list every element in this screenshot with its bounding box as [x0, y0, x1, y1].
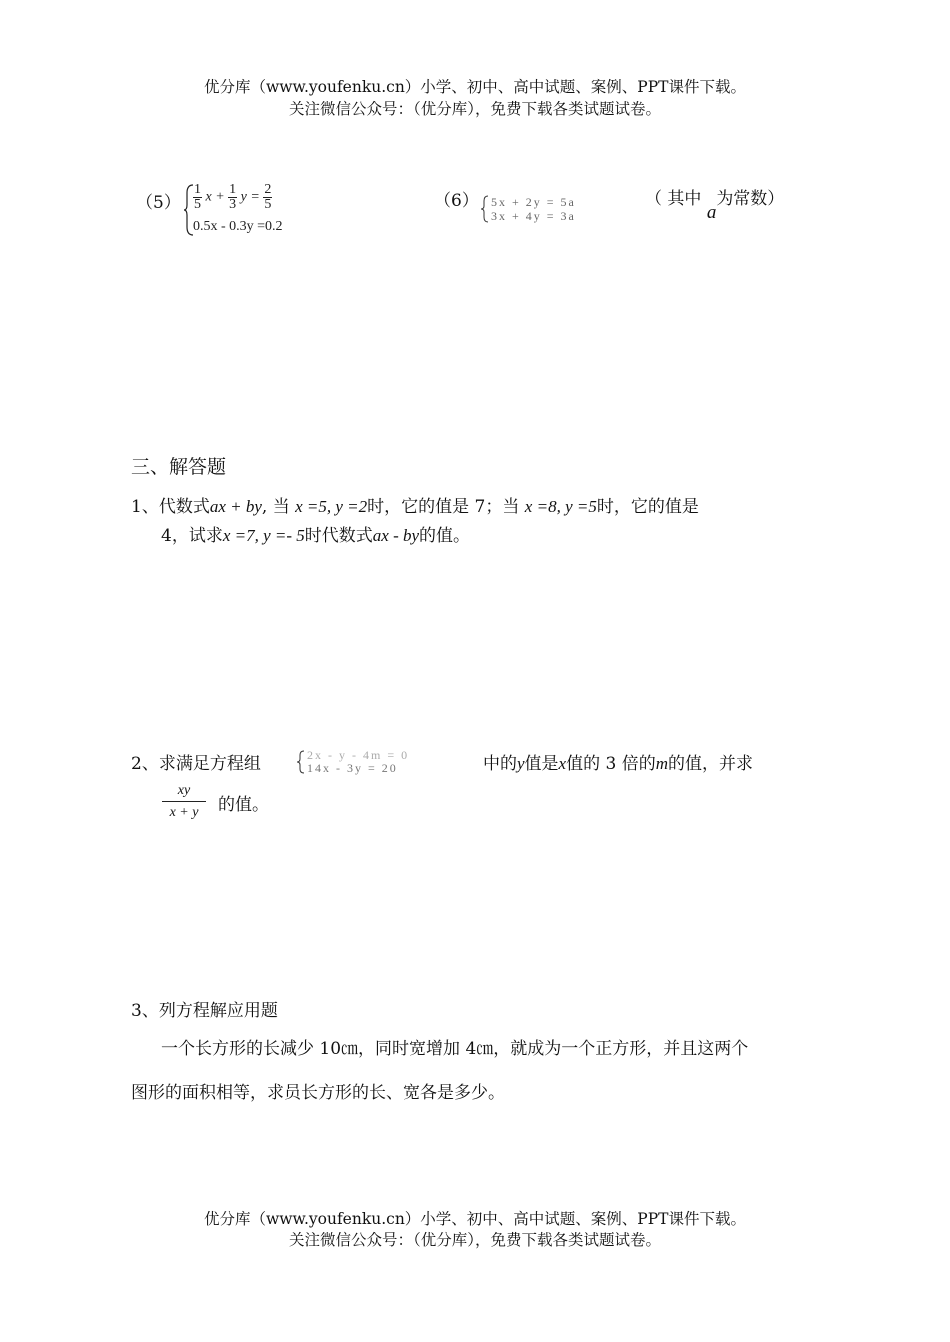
- problem-6-brace: [480, 195, 490, 223]
- q2-text-5: 的值，并求: [668, 754, 753, 774]
- frac-1-num: 1: [194, 182, 201, 197]
- q2-line-1-end: [483, 749, 753, 774]
- q1-text-1: 代数式: [158, 497, 210, 517]
- q3-title: 列方程解应用题: [158, 1001, 278, 1021]
- q2-var-x: x: [558, 754, 567, 773]
- q1-cond-2: x =8, y =5: [524, 497, 597, 516]
- q1-cond-3: x =7, y =- 5: [222, 526, 305, 545]
- q1-number: 1、: [131, 497, 159, 517]
- q2-eq2: 14x - 3y = 20: [307, 761, 398, 775]
- q3-line-2: 图形的面积相等，求员长方形的长、宽各是多少。: [131, 1083, 505, 1103]
- q2-frac-num: xy: [162, 783, 206, 802]
- footer-line-1: 优分库（www.youfenku.cn）小学、初中、高中试题、案例、PPT课件下载。: [203, 1210, 747, 1228]
- problem-5-label: （5）: [136, 193, 181, 213]
- q1-text-7: 的值。: [419, 526, 471, 546]
- q2-line-1-start: [131, 749, 261, 774]
- problem-6-note: [645, 184, 785, 223]
- q1-expr-1: ax + by: [209, 497, 262, 516]
- header-line-1: 优分库（www.youfenku.cn）小学、初中、高中试题、案例、PPT课件下载。: [203, 78, 747, 96]
- frac-3-num: 2: [264, 182, 272, 197]
- q1-text-6: 时代数式: [304, 526, 373, 546]
- q3-line-1: 一个长方形的长减少 10㎝，同时宽增加 4㎝，就成为一个正方形，并且这两个: [161, 1039, 749, 1059]
- eq1-term-x: x +: [205, 189, 225, 205]
- q1-expr-2: ax - by: [372, 526, 420, 545]
- q1-text-5: 4，试求: [161, 526, 223, 546]
- q2-var-m: m: [655, 754, 668, 773]
- footer-line-2: 关注微信公众号：（优分库），免费下载各类试题试卷。: [288, 1231, 661, 1249]
- problem-6-label: （6）: [434, 191, 479, 211]
- q1-text-2: , 当: [261, 497, 290, 517]
- q2-fraction: [162, 783, 206, 821]
- q2-text-6: 的值。: [218, 795, 269, 815]
- q2-number: 2、: [131, 754, 159, 774]
- q1-cond-1: x =5, y =2: [295, 497, 368, 516]
- frac-2-den: 3: [229, 197, 237, 212]
- problem-6-note-post: 为常数）: [716, 189, 785, 209]
- q1-text-4: 时，它的值是: [596, 497, 699, 517]
- eq1-term-y: y =: [240, 189, 260, 205]
- q2-frac-den: x + y: [169, 805, 199, 820]
- q2-eq1: 2x - y - 4m = 0: [307, 748, 410, 762]
- q3-number: 3、: [131, 1001, 159, 1021]
- q2-text-2: 中的: [483, 754, 517, 774]
- q1-line-2: [161, 521, 470, 546]
- problem-5-eq1: [193, 183, 272, 212]
- q2-brace: [296, 750, 306, 774]
- problem-6-note-pre: （ 其中: [645, 189, 702, 209]
- problem-6-note-var: a: [706, 202, 717, 223]
- frac-3-den: 5: [264, 197, 272, 212]
- frac-1-den: 5: [194, 197, 201, 212]
- problem-6-eq1: 5x + 2y = 5a: [491, 195, 576, 209]
- q2-text-4: 值的 3 倍的: [566, 754, 656, 774]
- problem-6-eq2: 3x + 4y = 3a: [491, 209, 576, 223]
- section-title: 三、解答题: [131, 456, 227, 478]
- q1-line-1: [131, 492, 699, 517]
- q3-heading: [131, 996, 278, 1021]
- q2-var-y: y: [517, 754, 525, 773]
- header-line-2: 关注微信公众号：（优分库），免费下载各类试题试卷。: [288, 100, 661, 118]
- problem-5-eq2: 0.5x - 0.3y =0.2: [193, 219, 283, 234]
- q2-text-1: 求满足方程组: [158, 754, 261, 774]
- q1-text-3: 时，它的值是 7；当: [367, 497, 520, 517]
- q2-text-3: 值是: [524, 754, 559, 774]
- frac-2-num: 1: [229, 182, 237, 197]
